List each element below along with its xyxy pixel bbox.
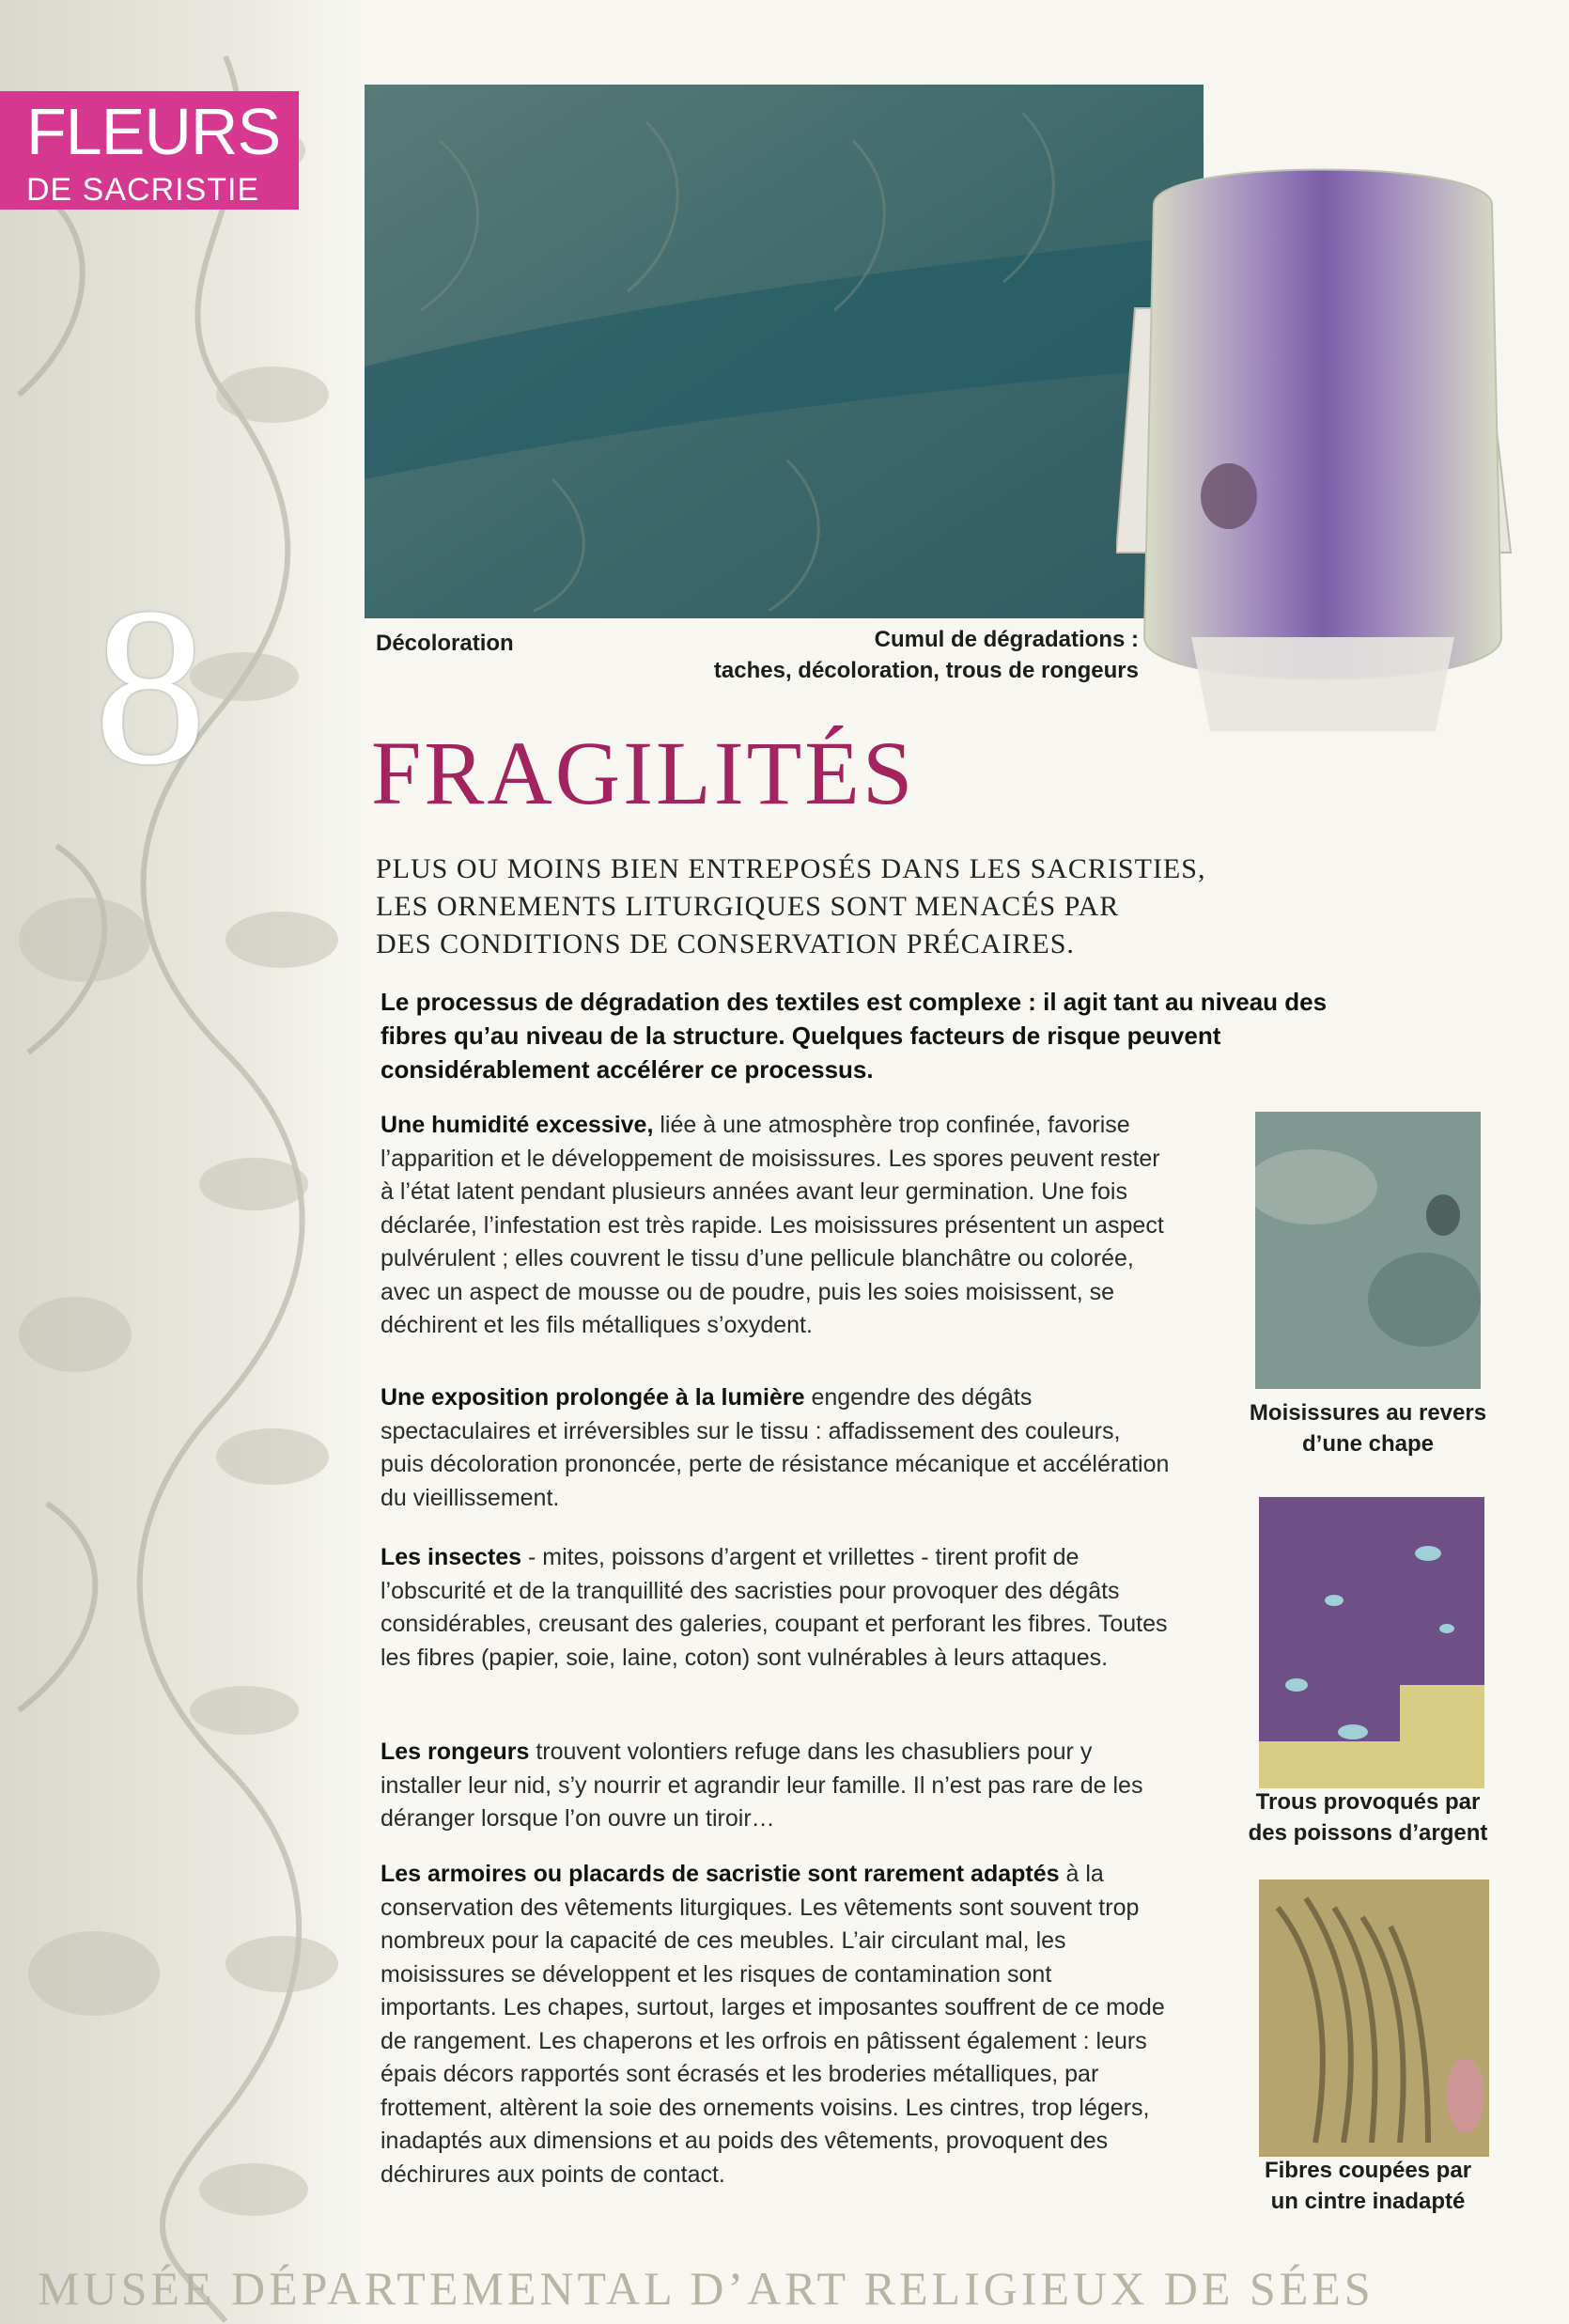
paragraph-lead: Une humidité excessive,: [381, 1112, 654, 1138]
moisissures-caption-line2: d’une chape: [1301, 1431, 1435, 1457]
article-intro: Le processus de dégradation des textiles est complexe : il agit tant au niveau des fibres qu’au niveau de la structure. Quelques facteurs de risque peuvent considérablement accélérer ce processus.: [381, 988, 1328, 1084]
poissons-caption: [1227, 1786, 1509, 1848]
paragraph-text: engendre des dégâts spectaculaires et irréversibles sur le tissu : affadissement des couleurs, puis décoloration prononcée, perte de résistance mécanique et accélération du vieillissement.: [381, 1384, 1170, 1511]
fibres-photo: [1259, 1879, 1489, 2157]
fibres-caption-line2: un cintre inadapté: [1270, 2189, 1466, 2214]
paragraph-armoires: [381, 1858, 1170, 2191]
paragraph-text: - mites, poissons d’argent et vrillettes - tirent profit de l’obscurité et de la tranquillité des sacristies pour provoquer des dégâts considérables, creusant des galeries, coupant et perforant les fibres. Toutes les fibres (papier, soie, laine, coton) sont vulnérables à leurs attaques.: [381, 1544, 1168, 1671]
paragraph-text: à la conservation des vêtements liturgiques. Les vêtements sont souvent trop nombreux pour la capacité de ces meubles. L’air circulant mal, les moisissures se développent et les risques de contamination sont importants. Les chapes, surtout, larges et imposantes souffrent de ce mode de rangement. Les chaperons et les orfrois en pâtissent également : leurs épais décors rapportés sont écrasés et les broderies métalliques, par frottement, altèrent la soie des ornements voisins. Les cintres, trop légers, inadaptés aux dimensions et au poids des vêtements, provoquent des déchirures aux points de contact.: [381, 1861, 1165, 2188]
paragraph-rongeurs: [381, 1736, 1170, 1836]
section-tag: [0, 91, 299, 210]
paragraph-lead: Les rongeurs: [381, 1739, 530, 1765]
paragraph-lead: Les insectes: [381, 1544, 522, 1570]
section-tag-line2: DE SACRISTIE: [26, 172, 260, 208]
floral-ornament-image: [0, 0, 357, 2324]
subtitle-line1: PLUS OU MOINS BIEN ENTREPOSÉS DANS LES SACRISTIES,: [376, 853, 1206, 884]
paragraph-insectes: [381, 1541, 1170, 1675]
section-tag-line1: FLEURS: [26, 95, 281, 168]
subtitle-line3: DES CONDITIONS DE CONSERVATION PRÉCAIRES.: [376, 928, 1075, 959]
chapter-number: 8: [94, 561, 207, 811]
paragraph-lead: Les armoires ou placards de sacristie sont rarement adaptés: [381, 1861, 1060, 1887]
decoloration-photo: [365, 85, 1204, 618]
paragraph-lumiere: [381, 1381, 1170, 1515]
poissons-caption-line2: des poissons d’argent: [1248, 1820, 1488, 1846]
fibres-caption-line1: Fibres coupées par: [1264, 2158, 1472, 2183]
moisissures-caption: [1227, 1397, 1509, 1459]
paragraph-humidite: [381, 1109, 1170, 1343]
poissons-caption-line1: Trous provoqués par: [1255, 1789, 1481, 1815]
moisissures-caption-line1: Moisissures au revers: [1249, 1400, 1487, 1426]
article-title: FRAGILITÉS: [371, 723, 916, 823]
chasuble-photo: [1116, 148, 1530, 733]
cumul-caption-line2: taches, décoloration, trous de rongeurs: [713, 658, 1139, 683]
paragraph-text: liée à une atmosphère trop confinée, favorise l’apparition et le développement de moisissures. Les spores peuvent rester à l’état latent pendant plusieurs années avant leur germination. Une fois déclarée, l’infestation est très rapide. Les moisissures présentent un aspect pulvérulent ; elles couvrent le tissu d’une pellicule blanchâtre ou colorée, avec un aspect de mousse ou de poudre, puis les soies moisissent, se déchirent et les fils métalliques s’oxydent.: [381, 1112, 1164, 1338]
paragraph-text: trouvent volontiers refuge dans les chasubliers pour y installer leur nid, s’y nourrir et agrandir leur famille. Il n’est pas rare de les déranger lorsque l’on ouvre un tiroir…: [381, 1739, 1143, 1832]
museum-footer: MUSÉE DÉPARTEMENTAL D’ART RELIGIEUX DE SÉES: [38, 2262, 1375, 2315]
paragraph-lead: Une exposition prolongée à la lumière: [381, 1384, 805, 1411]
article-subtitle: [376, 850, 1268, 963]
cumul-caption: [658, 624, 1139, 686]
moisissures-photo: [1255, 1112, 1481, 1389]
fibres-caption: [1227, 2155, 1509, 2217]
poissons-photo: [1259, 1497, 1484, 1788]
cumul-caption-line1: Cumul de dégradations :: [874, 627, 1139, 652]
subtitle-line2: LES ORNEMENTS LITURGIQUES SONT MENACÉS PAR: [376, 891, 1120, 922]
decoloration-caption: Décoloration: [376, 631, 514, 656]
